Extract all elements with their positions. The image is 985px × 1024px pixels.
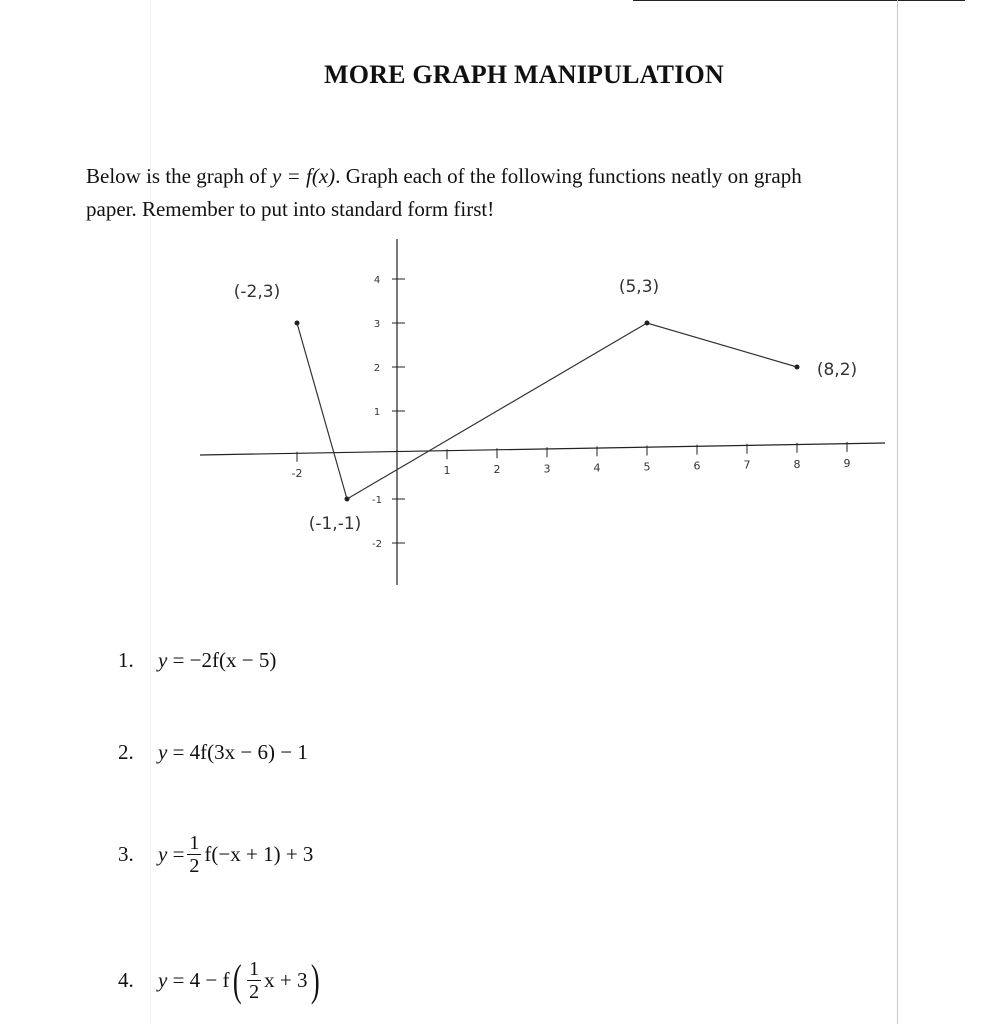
problem-number: 4.: [118, 968, 134, 992]
left-paren: (: [232, 955, 242, 1005]
problem-1: [118, 648, 276, 673]
y-tick-label: 1: [373, 407, 381, 418]
fraction-one-half: [247, 958, 261, 1003]
problem-4: [118, 955, 322, 1005]
x-tick-label: 7: [743, 458, 751, 472]
y-tick-label: 4: [373, 275, 381, 286]
problem-number: 3.: [118, 842, 134, 866]
problem-2: [118, 740, 308, 765]
y-tick-label: 3: [373, 319, 381, 330]
x-tick-label: 6: [693, 459, 701, 473]
y-tick-label: 2: [373, 363, 381, 374]
intro-line-2: paper. Remember to put into standard form first!: [86, 197, 495, 221]
x-tick-label: 3: [543, 462, 551, 476]
fraction-denominator: 2: [249, 981, 260, 1003]
point-label: (5,3): [618, 277, 660, 297]
problem-equals: =: [172, 740, 185, 764]
x-tick-label: 8: [793, 457, 801, 471]
x-tick-label: 9: [843, 456, 851, 470]
problem-lhs: y: [158, 648, 168, 672]
data-point: [645, 321, 650, 326]
y-tick-label: -1: [372, 495, 382, 506]
problem-lhs: y: [158, 968, 168, 992]
problem-rhs: −2f(x − 5): [189, 648, 277, 672]
page-title: MORE GRAPH MANIPULATION: [324, 60, 724, 89]
x-tick-label: -2: [291, 466, 303, 480]
problem-equals: =: [172, 968, 185, 992]
problem-rhs-suffix: x + 3: [264, 968, 308, 992]
x-tick-label: 2: [493, 463, 501, 477]
intro-text-a: Below is the graph of: [86, 164, 273, 188]
right-paren: ): [310, 955, 320, 1005]
intro-function-notation: y = f(x): [272, 164, 336, 188]
problem-rhs-prefix: 4 − f: [189, 968, 230, 992]
x-tick-label: 5: [643, 460, 651, 474]
fraction-numerator: 1: [189, 832, 200, 854]
fraction-one-half: [187, 832, 201, 877]
x-tick-label: 4: [593, 461, 601, 475]
problem-number: 2.: [118, 740, 134, 764]
problem-number: 1.: [118, 648, 134, 672]
problem-3: [118, 832, 313, 877]
intro-text-b: . Graph each of the following functions neatly on graph: [335, 164, 802, 188]
problem-rhs: 4f(3x − 6) − 1: [189, 740, 308, 764]
problem-lhs: y: [158, 842, 168, 866]
x-tick-label: 1: [443, 464, 451, 478]
x-axis: [200, 443, 885, 455]
point-label: (-2,3): [233, 282, 281, 302]
problem-lhs: y: [158, 740, 168, 764]
point-label: (8,2): [816, 360, 858, 380]
fraction-numerator: 1: [249, 958, 260, 980]
data-point: [795, 365, 800, 370]
y-tick-label: -2: [372, 539, 382, 550]
problem-equals: =: [172, 648, 185, 672]
data-point: [295, 321, 300, 326]
problem-rhs: f(−x + 1) + 3: [204, 842, 314, 866]
data-point: [345, 497, 350, 502]
problem-equals: =: [172, 842, 185, 866]
point-label: (-1,-1): [308, 514, 362, 534]
fraction-denominator: 2: [189, 855, 200, 877]
